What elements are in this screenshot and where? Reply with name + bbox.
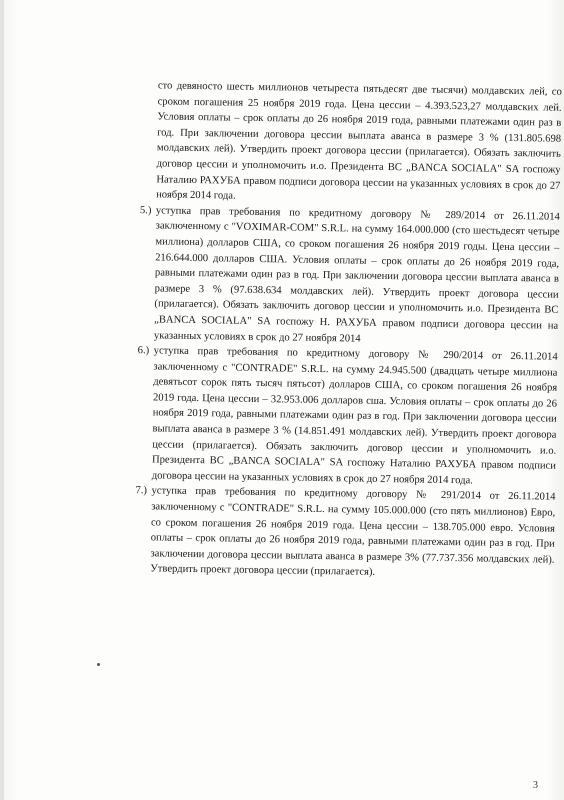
list-item-text: уступка прав требования по кредитному договору № 290/2014 от 26.11.2014 заключенному с "CONTRADE" S.R.L. на сумму 24.945.500 (двадцать четыре миллиона девятьсот сорок пять тысяч пятьсот) долларов США, со сроком погашения 26 ноября 2019 года. Цена цессии – 32.953.006 долларов сша. Условия оплаты – срок оплаты до 26 ноября 2019 года, равными платежами один раз в год. При заключении договора цессии выплата аванса в размере 3 % (14.851.491 молдавских лей). Утвердить проект договора цессии (прилагается). Обязать заключить договор цессии и уполномочить и.о. Президента ВС „BANCA SOCIALA" SA госпожу Наталию РАХУБА правом подписи договора цессии на указанных условиях в срок до 27 ноября 2014 года. — [151, 345, 558, 487]
list-item-7 — [124, 483, 555, 583]
list-item-5 — [128, 203, 560, 350]
intro-paragraph: сто девяносто шесть миллионов четыреста пятьдесят две тысячи) молдавских лей, со сроком погашения 25 ноября 2019 года. Цена цессии – 4.393.523,27 молдавских лей. Условия оплаты – срок оплаты до 26 ноября 2019 года, равными платежами один раз в год. При заключении договора цессии выплата аванса в размере 3 % (131.805.698 молдавских лей). Утвердить проект договора цессии (прилагается). Обязать заключить договор цессии и уполномочить и.о. Президента ВС „BANCA SOCIALA" SA госпожу Наталию РАХУБА правом подписи договора цессии на указанных условиях в срок до 27 ноября 2014 года. — [156, 80, 562, 202]
page-number: 3 — [533, 780, 538, 791]
scan-edge — [0, 0, 4, 800]
list-item-6 — [126, 343, 558, 490]
list-item-number: 6.) — [137, 345, 150, 357]
list-item-text: уступка прав требования по кредитному договору № 289/2014 от 26.11.2014 заключенному с "VOXIMAR-COM" S.R.L. на сумму 164.000.000 (сто шестьдесят четыре миллиона) долларов США, со сроком погашения 26 ноября 2019 годы. Цена цессии – 216.644.000 долларов США. Условия оплаты – срок оплаты до 26 ноября 2019 года, равными платежами один раз в год. При заключении договора цессии выплата аванса в размере 3 % (97.638.634 молдавских лей). Утвердить проект договора цессии (прилагается). Обязать заключить договор цессии и уполномочить и.о. Президента ВС „BANCA SOCIALA" SA госпожу Н. РАХУБА правом подписи договора цессии на указанных условиях в срок до 27 ноября 2014 — [153, 205, 560, 345]
scan-dot — [97, 663, 100, 666]
list-item-number: 7.) — [135, 485, 148, 497]
list-item-text: уступка прав требования по кредитному договору № 291/2014 от 26.11.2014 заключенному с "CONTRADE" S.R.L. на сумму 105.000.000 (сто пять миллионов) Евро, со сроком погашения 26 ноября 2019 года. Цена цессии – 138.705.000 евро. Условия оплаты – срок оплаты до 26 ноября 2019 года, равными платежами один раз в год. При заключении договора цессии выплата аванса в размере 3% (77.737.356 молдавских лей). Утвердить проект договора цессии (прилагается). — [150, 485, 556, 579]
document-body — [124, 78, 562, 584]
list-item-number: 5.) — [139, 204, 152, 217]
